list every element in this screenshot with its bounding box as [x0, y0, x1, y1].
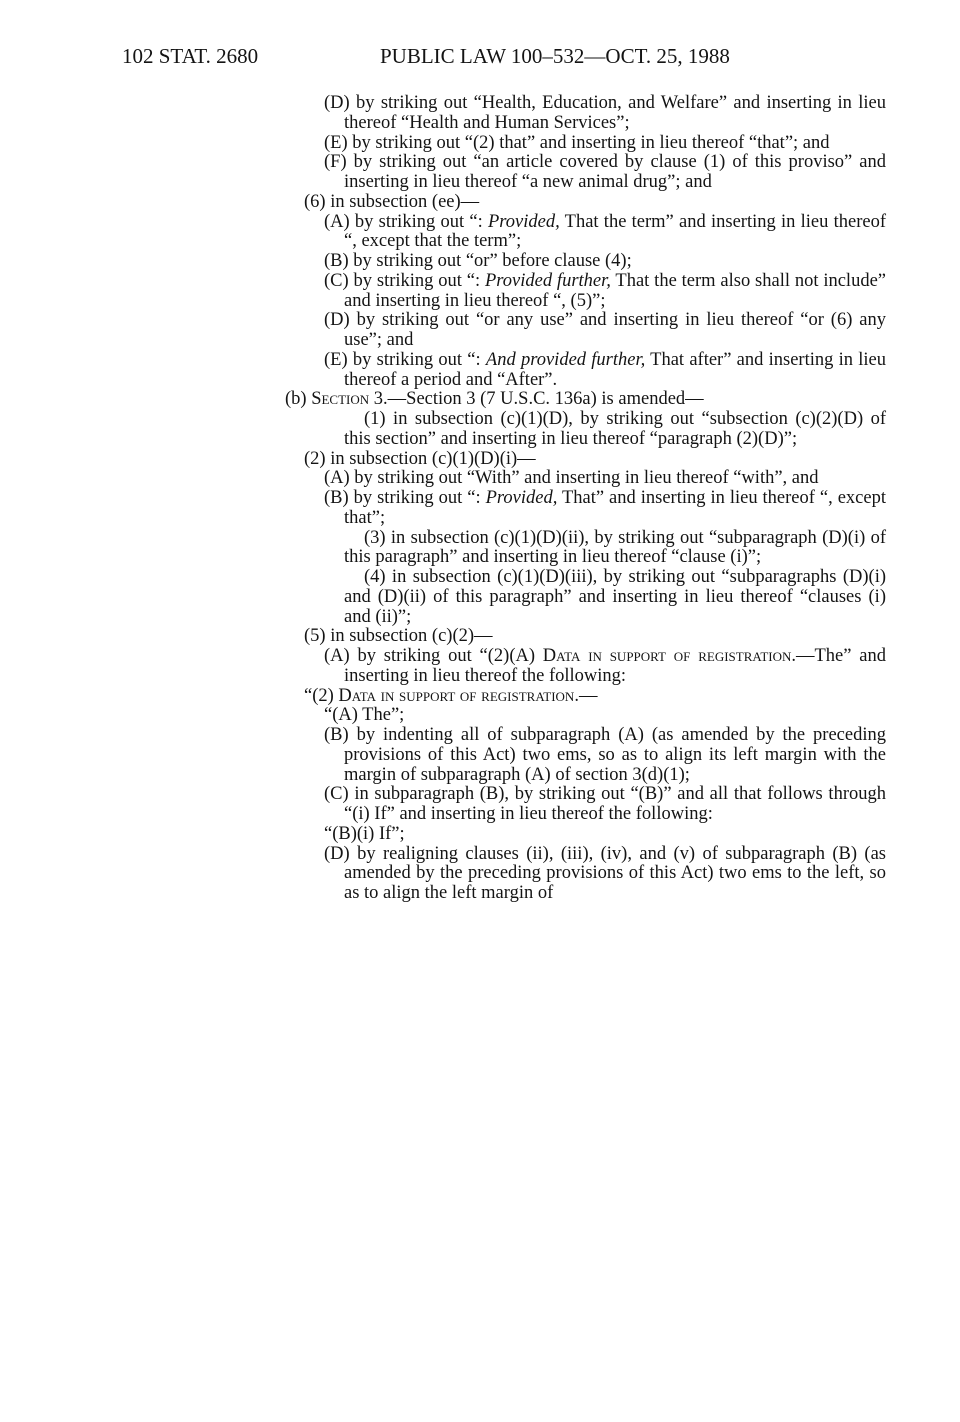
small-caps-text: Data in support of registration: [542, 646, 792, 666]
text-run: (A) by striking out “(2)(A): [324, 646, 543, 666]
text-run: (B) by striking out “:: [324, 488, 486, 508]
paragraph: [304, 351, 886, 391]
text-run: That the term” and inserting in lieu thereof “, except that the term”;: [344, 211, 887, 252]
small-caps-text: Section: [311, 389, 370, 410]
text-run: .—The” and inserting in lieu thereof the following:: [344, 646, 886, 686]
paragraph: [304, 213, 886, 253]
quoted-heading: [304, 687, 886, 707]
text-run: (A) by striking out “:: [324, 211, 488, 232]
document-body: [285, 93, 887, 904]
paragraph: (1) in subsection (c)(1)(D), by striking out “subsection (c)(2)(D) of this section” and inserting in lieu thereof “paragraph (2)(D)”;: [344, 409, 886, 449]
paragraph: [304, 647, 886, 687]
paragraph: “(B)(i) If”;: [324, 823, 405, 844]
page-header: [122, 44, 902, 74]
paragraph: (D) by realigning clauses (ii), (iii), (iv), and (v) of subparagraph (B) (as amended by the preceding provisions of this Act) two ems to the left, so as to align the left margin of: [324, 843, 886, 903]
paragraph: (C) in subparagraph (B), by striking out “(B)” and all that follows through “(i) If” and inserting in lieu thereof the following:: [324, 784, 886, 824]
text-run: 3.—Section 3 (7 U.S.C. 136a) is amended—: [369, 389, 704, 410]
paragraph: [304, 489, 886, 529]
paragraph: [304, 272, 886, 312]
text-run: That after” and inserting in lieu thereof a period and “After”.: [344, 349, 886, 390]
text-run: That” and inserting in lieu thereof “, except that”;: [344, 488, 886, 528]
paragraph: (D) by striking out “Health, Education, and Welfare” and inserting in lieu thereof “Health and Human Services”;: [324, 93, 886, 133]
small-caps-text: Data in support of registration: [338, 685, 575, 706]
italic-text: Provided,: [487, 211, 560, 232]
paragraph: (F) by striking out “an article covered by clause (1) of this proviso” and inserting in lieu thereof “a new animal drug”; and: [324, 152, 886, 192]
italic-text: Provided further,: [484, 270, 611, 291]
public-law-title: PUBLIC LAW 100–532—OCT. 25, 1988: [380, 44, 730, 68]
text-run: “(2): [304, 685, 339, 706]
paragraph: “(A) The”;: [324, 705, 405, 726]
paragraph: (A) by striking out “With” and inserting in lieu thereof “with”, and: [324, 468, 819, 489]
paragraph: (E) by striking out “(2) that” and inserting in lieu thereof “that”; and: [324, 132, 830, 153]
text-run: .—: [574, 685, 598, 706]
text-run: (C) by striking out “:: [324, 270, 485, 291]
subsection-heading: [285, 389, 886, 410]
italic-text: Provided,: [485, 488, 558, 508]
paragraph: (3) in subsection (c)(1)(D)(ii), by striking out “subparagraph (D)(i) of this paragraph” and inserting in lieu thereof “clause (i)”;: [344, 527, 886, 568]
paragraph: (6) in subsection (ee)—: [304, 191, 480, 212]
paragraph: (B) by indenting all of subparagraph (A) (as amended by the preceding provisions of this Act) two ems, so as to align its left margin with the margin of subparagraph (A) of section 3(d)(1);: [324, 725, 886, 785]
text-run: (b): [285, 389, 312, 410]
paragraph: (B) by striking out “or” before clause (4);: [324, 251, 632, 271]
paragraph: (D) by striking out “or any use” and inserting in lieu thereof “or (6) any use”; and: [324, 310, 886, 350]
paragraph: (5) in subsection (c)(2)—: [304, 626, 493, 647]
text-run: That the term also shall not include” and inserting in lieu thereof “, (5)”;: [344, 270, 886, 311]
statute-page-number: 102 STAT. 2680: [122, 44, 259, 68]
text-run: (E) by striking out “:: [324, 349, 486, 370]
italic-text: And provided further,: [485, 349, 646, 370]
paragraph: (2) in subsection (c)(1)(D)(i)—: [304, 448, 536, 469]
paragraph: (4) in subsection (c)(1)(D)(iii), by striking out “subparagraphs (D)(i) and (D)(ii) of this paragraph” and inserting in lieu thereof “clauses (i) and (ii)”;: [344, 567, 886, 627]
